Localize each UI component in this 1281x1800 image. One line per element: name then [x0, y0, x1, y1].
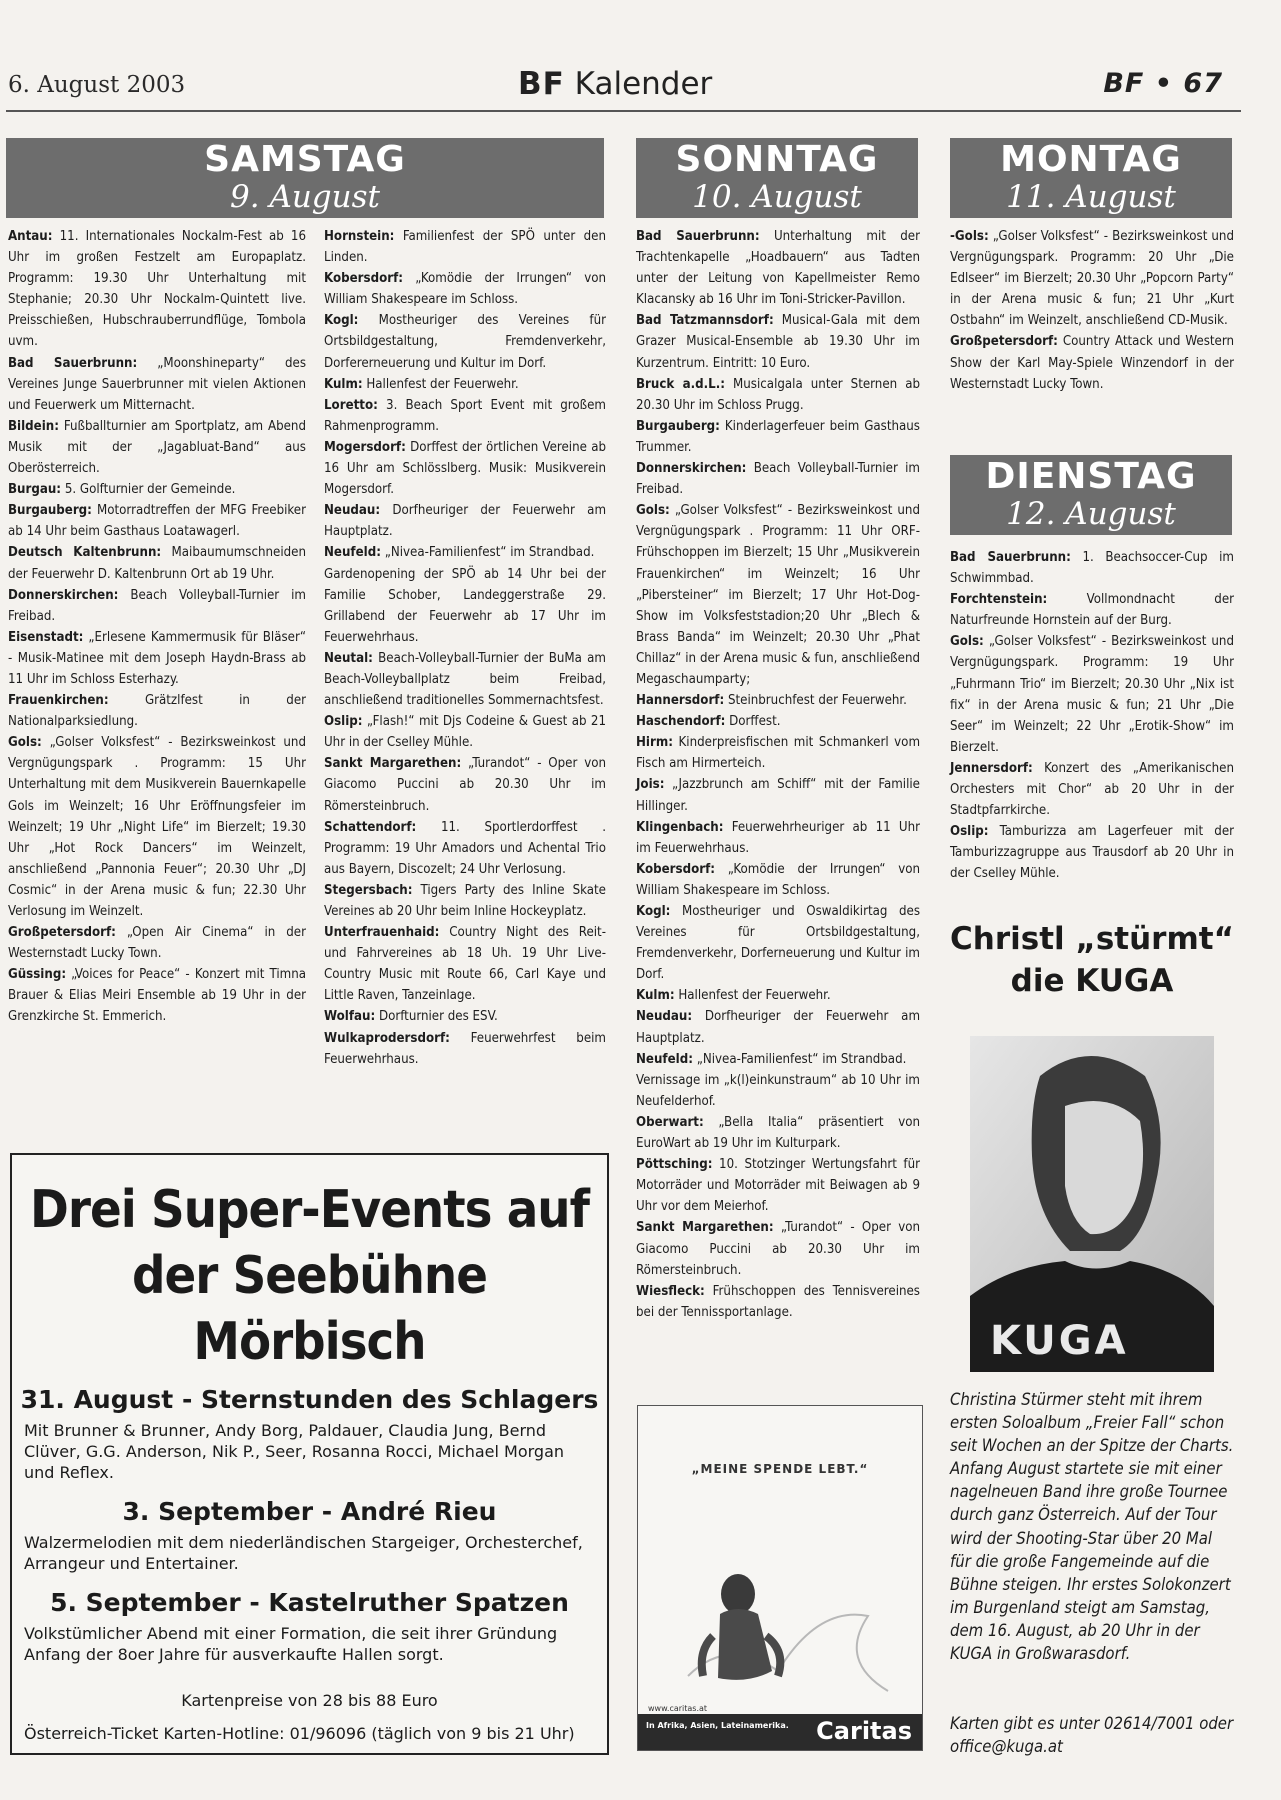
- event-description: Hallenfest der Feuerwehr.: [674, 988, 831, 1004]
- ad-event-1-text: Mit Brunner & Brunner, Andy Borg, Paldauer, Claudia Jung, Bernd Clüver, G.G. Anderson, Nik P., Seer, Rosanna Rocci, Michael Morgan und Reflex.: [24, 1421, 565, 1482]
- caritas-logo: Caritas: [816, 1717, 912, 1745]
- event-entry: [324, 880, 606, 922]
- issue-date: 6. August 2003: [8, 72, 186, 98]
- montag-day: MONTAG: [1000, 139, 1182, 180]
- event-entry: [8, 585, 306, 627]
- event-place: Neufeld:: [636, 1051, 693, 1067]
- event-place: Güssing:: [8, 967, 67, 983]
- event-entry: [636, 226, 920, 310]
- event-place: Jennersdorf:: [950, 760, 1033, 776]
- event-place: Kulm:: [636, 988, 675, 1004]
- event-place: Oslip:: [324, 714, 363, 730]
- event-description: „Voices for Peace“ - Konzert mit Timna Brauer & Elias Meiri Ensemble ab 19 Uhr in der Grenzkirche St. Emmerich.: [8, 967, 306, 1025]
- event-place: Kogl:: [636, 904, 671, 919]
- dienstag-date: 12. August: [1006, 496, 1176, 532]
- caritas-website: www.caritas.at: [648, 1704, 708, 1713]
- event-place: Pöttsching:: [636, 1157, 713, 1173]
- event-description: Dorfheuriger der Feuerwehr am Hauptplatz.: [636, 1009, 920, 1046]
- event-place: Gols:: [636, 503, 670, 519]
- event-description: 10. Stotzinger Wertungsfahrt für Motorräder und Motorräder mit Beiwagen ab 9 Uhr vor dem Meierhof.: [636, 1157, 920, 1215]
- section-title: [518, 66, 712, 102]
- event-description: „Golser Volksfest“ - Bezirksweinkost und Vergnügungspark . Programm: 11 Uhr ORF-Frühschoppen im Bierzelt; 15 Uhr „Musikverein Frauenkirchen“ im Weinzelt; 16 Uhr „Pibersteiner“ im Bierzelt; 17 Uhr Hot-Dog-Show im Volksfeststadion;20 Uhr „Blech & Brass Banda“ im Weinzelt; 20.30 Uhr „Phat Chillaz“ in der Arena music & fun, anschließend Megaschaumparty;: [636, 503, 920, 687]
- event-entry: [324, 564, 606, 648]
- ad-event-1-head: 31. August - Sternstunden des Schlagers: [20, 1385, 599, 1414]
- event-description: Tamburizza am Lagerfeuer mit der Tamburizzagruppe aus Trausdorf ab 20 Uhr in der Cselley Mühle.: [950, 824, 1234, 882]
- ad-event-3-text: Volkstümlicher Abend mit einer Formation, die seit ihrer Gründung Anfang der 8oer Jahre für ausverkaufte Hallen sorgt.: [24, 1624, 558, 1664]
- event-entry: [636, 1049, 920, 1070]
- event-description: Musical-Gala mit dem Grazer Musical-Ensemble ab 19.30 Uhr im Kurzentrum. Eintritt: 10 Euro.: [636, 313, 921, 371]
- event-description: Beach-Volleyball-Turnier der BuMa am Beach-Volleyballplatz beim Freibad, anschließend traditionelles Sommernachtsfest.: [324, 650, 606, 709]
- event-description: Motorradtreffen der MFG Freebiker ab 14 Uhr beim Gasthaus Loatawagerl.: [8, 503, 306, 540]
- ad-hotline: Österreich-Ticket Karten-Hotline: 01/96096 (täglich von 9 bis 21 Uhr): [24, 1724, 575, 1743]
- event-place: Burgauberg:: [636, 418, 720, 434]
- event-description: Dorffest.: [725, 714, 781, 730]
- event-description: Mostheuriger des Vereines für Ortsbildgestaltung, Fremdenverkehr, Dorfererneuerung und Kultur im Dorf.: [324, 313, 606, 371]
- event-description: Hallenfest der Feuerwehr.: [362, 376, 519, 392]
- ad-title: [12, 1177, 607, 1375]
- event-description: Beach Volleyball-Turnier im Freibad.: [8, 587, 306, 624]
- event-place: Kobersdorf:: [324, 271, 403, 287]
- event-place: Gols:: [8, 735, 42, 751]
- samstag-banner: [6, 138, 604, 218]
- event-entry: [636, 711, 920, 732]
- event-entry: [636, 732, 920, 774]
- event-entry: [8, 690, 306, 732]
- event-entry: [636, 859, 920, 901]
- event-description: 5. Golfturnier der Gemeinde.: [61, 482, 236, 498]
- sonntag-column: [636, 226, 920, 1323]
- event-place: Kogl:: [324, 313, 359, 329]
- event-description: „Turandot“ - Oper von Giacomo Puccini ab 20.30 Uhr im Römersteinbruch.: [324, 756, 606, 814]
- event-description: „Komödie der Irrungen“ von William Shakespeare im Schloss.: [636, 861, 920, 898]
- dienstag-column: [950, 547, 1234, 885]
- event-entry: [636, 310, 920, 373]
- sonntag-day: SONNTAG: [675, 139, 879, 180]
- event-entry: [950, 631, 1234, 758]
- event-entry: [324, 395, 606, 437]
- event-place: Großpetersdorf:: [950, 334, 1058, 350]
- event-place: Donnerskirchen:: [636, 461, 747, 477]
- event-entry: [324, 753, 606, 816]
- event-entry: [8, 732, 306, 922]
- event-place: Sankt Margarethen:: [636, 1220, 774, 1236]
- event-description: „Golser Volksfest“ - Bezirksweinkost und Vergnügungspark. Programm: 20 Uhr „Die Edlseer“ im Bierzelt; 20.30 Uhr „Popcorn Party“ in der Arena music & fun; 21 Uhr „Kurt Ostbahn“ im Weinzelt, anschließend CD-Musik.: [950, 229, 1234, 329]
- event-place: Bad Sauerbrunn:: [950, 550, 1071, 565]
- event-description: „Erlesene Kammermusik für Bläser“ - Musik-Matinee mit dem Joseph Haydn-Brass ab 11 Uhr im Schloss Esterhazy.: [8, 629, 306, 687]
- event-place: Bad Tatzmannsdorf:: [636, 313, 774, 329]
- event-entry: [324, 1006, 606, 1027]
- event-place: -Gols:: [950, 229, 989, 244]
- event-entry: [636, 374, 920, 416]
- caritas-regions: In Afrika, Asien, Lateinamerika.: [646, 1721, 789, 1730]
- event-description: 11. Sportlerdorffest . Programm: 19 Uhr Amadors und Achental Trio aus Bayern, Discozelt; 24 Uhr Verlosung.: [324, 819, 606, 877]
- header-rule: [6, 110, 1241, 112]
- event-entry: [950, 331, 1234, 394]
- event-entry: [324, 922, 606, 1006]
- event-description: „Bella Italia“ präsentiert von EuroWart ab 19 Uhr im Kulturpark.: [636, 1114, 920, 1152]
- samstag-column-1: [8, 226, 306, 1028]
- event-description: „Turandot“ - Oper von Giacomo Puccini ab 20.30 Uhr im Römersteinbruch.: [636, 1220, 920, 1278]
- event-entry: [8, 500, 306, 542]
- event-entry: [636, 1154, 920, 1217]
- event-description: Dorfheuriger der Feuerwehr am Hauptplatz.: [324, 503, 606, 540]
- event-description: „Jazzbrunch am Schiff“ mit der Familie Hillinger.: [636, 777, 920, 814]
- event-place: Neudau:: [324, 503, 381, 519]
- event-place: Hannersdorf:: [636, 693, 725, 709]
- event-place: Großpetersdorf:: [8, 925, 116, 941]
- event-entry: [8, 964, 306, 1027]
- event-place: Loretto:: [324, 397, 378, 413]
- event-entry: [950, 589, 1234, 631]
- event-entry: [636, 1006, 920, 1048]
- event-description: Musicalgala unter Sternen ab 20.30 Uhr im Schloss Prugg.: [636, 376, 920, 413]
- event-description: Frühschoppen des Tennisvereines bei der Tennissportanlage.: [636, 1283, 920, 1320]
- samstag-day: SAMSTAG: [204, 139, 406, 180]
- montag-column: [950, 226, 1234, 395]
- event-place: Unterfrauenhaid:: [324, 925, 440, 941]
- event-place: Bruck a.d.L.:: [636, 376, 725, 392]
- event-entry: [324, 500, 606, 542]
- event-place: Mogersdorf:: [324, 439, 406, 455]
- event-entry: [324, 268, 606, 310]
- caritas-slogan: „MEINE SPENDE LEBT.“: [691, 1462, 869, 1476]
- ad-title-line-1: Drei Super-Events auf: [30, 1180, 589, 1240]
- event-entry: [324, 374, 606, 395]
- event-entry: [636, 416, 920, 458]
- event-entry: [636, 1281, 920, 1323]
- sonntag-banner: [636, 138, 918, 218]
- event-place: Neudau:: [636, 1009, 693, 1025]
- event-description: Kinderlagerfeuer beim Gasthaus Trummer.: [636, 418, 920, 455]
- event-description: „Golser Volksfest“ - Bezirksweinkost und Vergnügungspark. Programm: 19 Uhr „Fuhrmann Trio“ im Bierzelt; 20.30 Uhr „Nix ist fix“ in der Arena music & fun; 21 Uhr „Die Seer“ im Weinzelt; 22 Uhr „Erotik-Show“ im Bierzelt.: [950, 634, 1234, 755]
- event-description: Gardenopening der SPÖ ab 14 Uhr bei der Familie Schober, Landeggerstraße 29. Grillabend der Feuerwehr ab 17 Uhr im Feuerwehrhaus.: [324, 566, 606, 645]
- event-place: Deutsch Kaltenbrunn:: [8, 545, 162, 561]
- event-entry: [950, 226, 1234, 331]
- event-entry: [8, 416, 306, 479]
- event-description: Country Night des Reit- und Fahrvereines ab 18 Uh. 19 Uhr Live-Country Music mit Route 66, Carl Kaye und Little Raven, Tanzeinlage.: [324, 925, 606, 1004]
- dienstag-banner: [950, 455, 1232, 535]
- event-place: Sankt Margarethen:: [324, 756, 462, 772]
- event-entry: [636, 817, 920, 859]
- event-entry: [950, 547, 1234, 589]
- event-place: Donnerskirchen:: [8, 587, 119, 603]
- event-place: Neutal:: [324, 650, 373, 666]
- event-description: Familienfest der SPÖ unter den Linden.: [324, 229, 606, 266]
- feature-headline-line-1: Christl „stürmt“: [950, 921, 1234, 957]
- event-description: Maibaumumschneiden der Feuerwehr D. Kaltenbrunn Ort ab 19 Uhr.: [8, 545, 306, 582]
- event-description: Grätzlfest in der Nationalparksiedlung.: [8, 693, 306, 730]
- event-place: Hirm:: [636, 735, 673, 751]
- event-entry: [8, 542, 306, 584]
- event-description: Feuerwehrheuriger ab 11 Uhr im Feuerwehrhaus.: [636, 819, 920, 856]
- event-description: Tigers Party des Inline Skate Vereines ab 20 Uhr beim Inline Hockeyplatz.: [324, 882, 606, 919]
- event-description: 1. Beachsoccer-Cup im Schwimmbad.: [950, 550, 1234, 587]
- brand-logo: BF: [518, 66, 565, 102]
- kuga-shirt-text: KUGA: [990, 1318, 1129, 1364]
- event-description: „Golser Volksfest“ - Bezirksweinkost und Vergnügungspark . Programm: 15 Uhr Unterhaltung mit dem Musikverein Bauernkapelle Gols im Weinzelt; 16 Uhr Eröffnungsfeier im Weinzelt; 19 Uhr „Night Life“ im Bierzelt; 19.30 Uhr „Hot Rock Dancers“ im Weinzelt, anschließend „Pannonia Feuer“; 20.30 Uhr „DJ Cosmic“ in der Arena music & fun; 22.30 Uhr Verlosung im Weinzelt.: [8, 735, 306, 919]
- event-place: Haschendorf:: [636, 714, 726, 730]
- event-entry: [8, 479, 306, 500]
- event-entry: [324, 711, 606, 753]
- event-place: Schattendorf:: [324, 819, 417, 835]
- event-place: Kulm:: [324, 376, 363, 392]
- event-entry: [636, 458, 920, 500]
- event-description: Country Attack und Western Show der Karl May-Spiele Winzendorf in der Westernstadt Lucky Town.: [950, 334, 1234, 392]
- event-description: Unterhaltung mit der Trachtenkapelle „Hoadbauern“ aus Tadten unter der Leitung von Kapellmeister Remo Klacansky ab 16 Uhr im Toni-Stricker-Pavillon.: [636, 229, 920, 308]
- moerbisch-ad: [10, 1153, 609, 1755]
- event-entry: [636, 1217, 920, 1280]
- montag-date: 11. August: [1006, 179, 1176, 215]
- montag-banner: [950, 138, 1232, 218]
- event-description: „Open Air Cinema“ in der Westernstadt Lucky Town.: [8, 925, 306, 962]
- event-description: Beach Volleyball-Turnier im Freibad.: [636, 461, 920, 498]
- event-description: 11. Internationales Nockalm-Fest ab 16 Uhr im großen Festzelt am Europaplatz. Programm: 19.30 Uhr Unterhaltung mit Stephanie; 20.30 Uhr Nockalm-Quintett live. Preisschießen, Hubschrauberrundflüge, Tombola uvm.: [8, 229, 306, 350]
- event-place: Oslip:: [950, 824, 989, 840]
- caritas-ad: [637, 1405, 923, 1751]
- event-place: Oberwart:: [636, 1114, 704, 1130]
- event-description: Fußballturnier am Sportplatz, am Abend Musik mit der „Jagabluat-Band“ aus Oberösterreich.: [8, 418, 306, 477]
- event-description: Konzert des „Amerikanischen Orchesters mit Chor“ ab 20 Uhr in der Stadtpfarrkirche.: [950, 760, 1234, 819]
- feature-headline: [950, 918, 1234, 1002]
- event-entry: [324, 1028, 606, 1070]
- event-description: Mostheuriger und Oswaldikirtag des Vereines für Ortsbildgestaltung, Fremdenverkehr, Dorferneuerung und Kultur im Dorf.: [636, 904, 920, 983]
- event-place: Bad Sauerbrunn:: [636, 229, 760, 244]
- event-entry: [8, 922, 306, 964]
- ad-prices: Kartenpreise von 28 bis 88 Euro: [181, 1691, 438, 1710]
- event-entry: [636, 985, 920, 1006]
- event-place: Hornstein:: [324, 229, 395, 244]
- event-entry: [636, 774, 920, 816]
- event-place: Wulkaprodersdorf:: [324, 1030, 450, 1046]
- event-description: „Moonshineparty“ des Vereines Junge Sauerbrunner mit vielen Aktionen und Feuerwerk um Mitternacht.: [8, 355, 306, 413]
- event-entry: [324, 542, 606, 563]
- ad-event-3-head: 5. September - Kastelruther Spatzen: [50, 1588, 569, 1617]
- event-place: Burgauberg:: [8, 503, 92, 519]
- dienstag-day: DIENSTAG: [985, 456, 1197, 497]
- event-description: „Nivea-Familienfest“ im Strandbad.: [692, 1051, 907, 1067]
- feature-headline-line-2: die KUGA: [1010, 963, 1174, 999]
- sonntag-date: 10. August: [692, 179, 862, 215]
- event-place: Neufeld:: [324, 545, 381, 561]
- page-number: BF • 67: [1103, 68, 1223, 99]
- event-entry: [8, 353, 306, 416]
- section-name: Kalender: [574, 66, 713, 102]
- event-place: Klingenbach:: [636, 819, 724, 835]
- event-place: Wiesfleck:: [636, 1283, 705, 1299]
- ad-event-2-head: 3. September - André Rieu: [122, 1497, 497, 1526]
- event-place: Forchtenstein:: [950, 592, 1048, 608]
- event-entry: [636, 690, 920, 711]
- event-place: Frauenkirchen:: [8, 693, 109, 709]
- feature-contact: Karten gibt es unter 02614/7001 oder office@kuga.at: [950, 1714, 1234, 1757]
- event-entry: [324, 648, 606, 711]
- event-description: Kinderpreisfischen mit Schmankerl vom Fisch am Hirmerteich.: [636, 735, 920, 772]
- event-description: Dorffest der örtlichen Vereine ab 16 Uhr am Schlösslberg. Musik: Musikverein Mogersdorf.: [324, 439, 606, 498]
- event-entry: [324, 310, 606, 373]
- event-place: Burgau:: [8, 482, 62, 498]
- ad-title-line-2: der Seebühne Mörbisch: [132, 1246, 487, 1372]
- event-description: „Flash!“ mit Djs Codeine & Guest ab 21 Uhr in der Cselley Mühle.: [324, 714, 606, 751]
- event-description: „Komödie der Irrungen“ von William Shakespeare im Schloss.: [324, 271, 606, 308]
- feature-photo: [970, 1036, 1214, 1372]
- event-place: Jois:: [636, 777, 665, 793]
- event-entry: [8, 226, 306, 353]
- caritas-child-illustration: [668, 1486, 898, 1706]
- event-description: 3. Beach Sport Event mit großem Rahmenprogramm.: [324, 397, 606, 434]
- event-place: Antau:: [8, 229, 53, 244]
- event-place: Bad Sauerbrunn:: [8, 355, 138, 371]
- event-entry: [950, 758, 1234, 821]
- event-description: Vernissage im „k(l)einkunstraum“ ab 10 Uhr im Neufelderhof.: [636, 1072, 920, 1109]
- event-description: „Nivea-Familienfest“ im Strandbad.: [380, 545, 595, 561]
- ad-event-2-text: Walzermelodien mit dem niederländischen Stargeiger, Orchesterchef, Arrangeur und Entertainer.: [24, 1533, 583, 1573]
- event-entry: [8, 627, 306, 690]
- event-place: Wolfau:: [324, 1009, 376, 1025]
- event-description: Vollmondnacht der Naturfreunde Hornstein auf der Burg.: [950, 592, 1234, 629]
- event-entry: [636, 901, 920, 985]
- samstag-date: 9. August: [230, 179, 380, 215]
- event-entry: [636, 500, 920, 690]
- event-entry: [324, 817, 606, 880]
- samstag-column-2: [324, 226, 606, 1070]
- event-place: Gols:: [950, 634, 984, 650]
- event-entry: [636, 1070, 920, 1112]
- event-place: Kobersdorf:: [636, 861, 715, 877]
- feature-caption: Christina Stürmer steht mit ihrem ersten Soloalbum „Freier Fall“ schon seit Wochen an der Spitze der Charts. Anfang August startete sie mit einer nagelneuen Band ihre große Tournee durch ganz Österreich. Auf der Tour wird der Shooting-Star über 20 Mal für die große Fangemeinde auf die Bühne steigen. Ihr erstes Solokonzert im Burgenland steigt am Samstag, dem 16. August, ab 20 Uhr in der KUGA in Großwarasdorf.: [950, 1390, 1234, 1664]
- event-place: Bildein:: [8, 418, 59, 434]
- event-entry: [324, 226, 606, 268]
- event-place: Eisenstadt:: [8, 629, 84, 645]
- event-description: Feuerwehrfest beim Feuerwehrhaus.: [324, 1030, 606, 1067]
- event-entry: [324, 437, 606, 500]
- event-description: Steinbruchfest der Feuerwehr.: [724, 693, 907, 709]
- event-entry: [950, 821, 1234, 884]
- event-place: Stegersbach:: [324, 882, 413, 898]
- event-entry: [636, 1112, 920, 1154]
- event-description: Dorfturnier des ESV.: [375, 1009, 498, 1025]
